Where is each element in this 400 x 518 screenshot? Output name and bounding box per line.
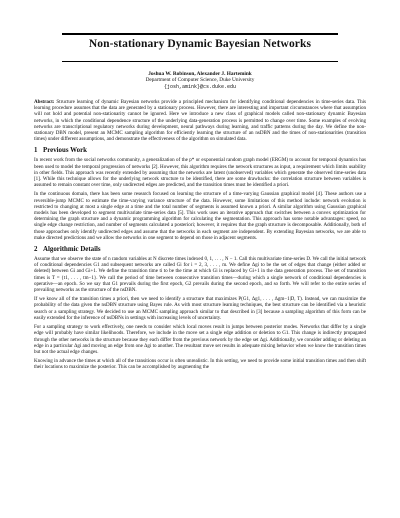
author-names: Joshua W. Robinson, Alexander J. Hartemink <box>148 71 252 77</box>
title-bottom-rule <box>62 61 338 62</box>
paragraph: In the continuous domain, there has been some research focused on learning the structure of a time-varying Gaussian graphical model [4]. These authors use a reversible-jump MCMC to estimate the time-varying variance structure of the data. However, some limitations of this method include: network evolution is restricted to changing at most a single edge at a time and the total number of segments is assumed known a priori. A similar algorithm using Gaussian graphical models has been developed to segment multivariate time-series data [5]. This work uses an iterative approach that switches between a convex optimization for determining the graph structure and a dynamic programming algorithm for calculating the segmentation. This approach has some notable advantages: speed, no single edge change restriction, and number of segments calculated a posteriori; however, it requires that the graph structure is decomposable. Additionally, both of those approaches only identify undirected edges and assume that the networks in each segment are independent. By extending Bayesian networks, we are able to make directed predictions and we allow the networks in one segment to depend on those in adjacent segments. <box>34 191 366 241</box>
section-heading-2 <box>34 246 366 254</box>
section-title: Algorithmic Details <box>43 246 101 254</box>
section-heading-1 <box>34 147 366 155</box>
author-email: {josh,amink}@cs.duke.edu <box>163 83 236 90</box>
paragraph: If we know all of the transition times a priori, then we need to identify a structure that maximizes P(G1, Δg1, . . . , Δgm−1|D, T). Instead, we can maximize the probability of the data given the nsDBN structure using Bayes rule. As with most structure learning techniques, the best structure can be identified via a heuristic search or a sampling strategy. We decided to use an MCMC sampling approach similar to that described in [3] because a sampling algorithm of this form can be easily extended for the inference of nsDBNs in settings with increasing levels of uncertainty. <box>34 296 366 321</box>
author-block <box>40 71 360 90</box>
paragraph: In recent work from the social networks community, a generalization of the p* or exponential random graph model (ERGM) to account for temporal dynamics has been used to model the temporal progression of networks [2]. However, this algorithm requires the network structures as input, a requirement which limits usability in other fields. This approach was recently extended by assuming that the networks are latent (unobserved) variables which generate the observed time-series data [1]. While this technique allows for the underlying network structure to be identified, there are some drawbacks: the correlation structure between variables is assumed to remain constant over time, only undirected edges are predicted, and the transition times must be identified a priori. <box>34 157 366 189</box>
paragraph: For a sampling strategy to work effectively, one needs to consider which local moves result in jumps between posterior modes. Networks that differ by a single edge will probably have similar likelihoods. Therefore, we include in the move set a single edge addition or deletion to G1. This change is indirectly propagated through the other networks in the structure because they each differ from the previous network by the edge set Δgi. Additionally, we consider adding or deleting an edge in a particular Δgi and moving an edge from one Δgi to another. The resultant move set results in adequate mixing behavior when we know the transition times but not the actual edge changes. <box>34 324 366 355</box>
section-title: Previous Work <box>43 147 87 155</box>
paper-body <box>34 99 366 371</box>
abstract-label: Abstract: <box>34 99 55 105</box>
paragraph: Knowing in advance the times at which all of the transitions occur is often unrealistic. In this setting, we need to provide some initial transition times and then shift their locations to maximize the posterior. This can be accomplished by augmenting the <box>34 358 366 371</box>
abstract <box>34 99 366 142</box>
paragraph: Assume that we observe the state of n random variables at N discrete times indexed 0, 1, . . . , N − 1. Call this multivariate time-series D. We call the initial network of conditional dependencies G1 and subsequent networks are called Gi for i = 2, 3, . . . , m. We define Δgi to be the set of edges that change (either added or deleted) between Gi and Gi+1. We define the transition time ti to be the time at which Gi is replaced by Gi+1 in the data generation process. The set of transition times is T = {t1, . . . , tm−1}. We call the period of time between consecutive transition times—during which a single network of conditional dependencies is operative—an epoch. So we say that G1 prevails during the first epoch, G2 prevails during the second epoch, and so forth. We will refer to the entire series of prevailing networks as the structure of the nsDBN. <box>34 256 366 294</box>
paper-title: Non-stationary Dynamic Bayesian Networks <box>88 38 312 50</box>
title-top-rule <box>62 33 338 35</box>
section-number: 2 <box>34 246 38 254</box>
author-affiliation: Department of Computer Science, Duke University <box>145 77 255 84</box>
abstract-text: Structure learning of dynamic Bayesian networks provide a principled mechanism for identifying conditional dependencies in time-series data. This learning procedure assumes that the data are generated by a stationary process. However, there are interesting and important circumstances where that assumption will not hold and potential non-stationarity cannot be ignored. Here we introduce a new class of graphical models called non-stationary dynamic Bayesian networks, in which the conditional dependence structure of the underlying data-generation process is permitted to change over time. Some examples of evolving networks are transcriptional regulatory networks during development, neural pathways during learning, and traffic patterns during the day. We define the non-stationary DBN model, present an MCMC sampling algorithm for efficiently learning the structure of an nsDBN and the times of non-stationarities (transition times) under different assumptions, and demonstrate the effectiveness of the algorithm on simulated data. <box>34 99 366 143</box>
section-number: 1 <box>34 147 38 155</box>
